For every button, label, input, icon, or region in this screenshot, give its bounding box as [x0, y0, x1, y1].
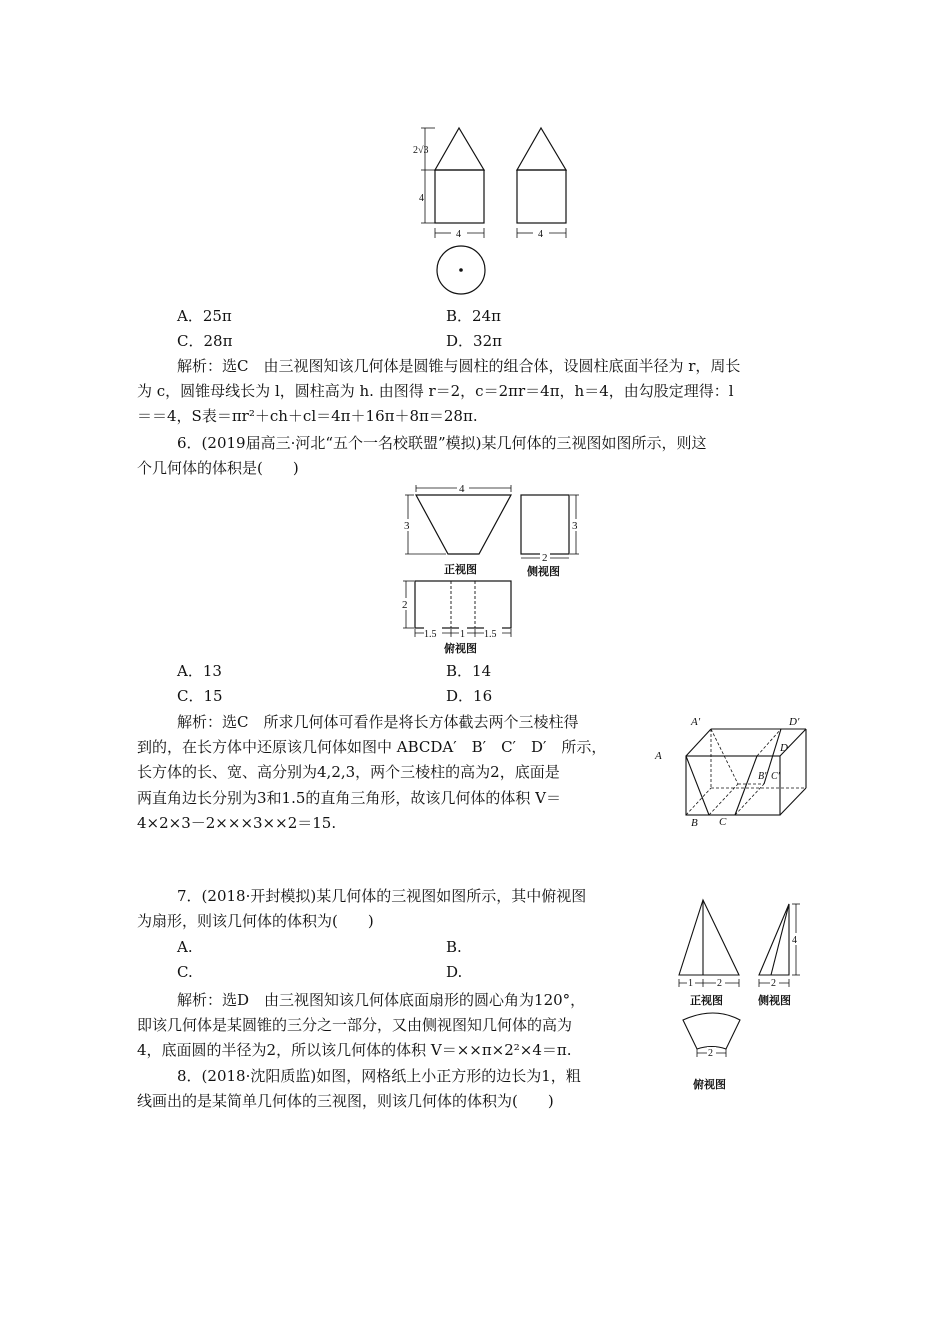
- label-d: D: [780, 742, 788, 754]
- dim-label-top: 2√3: [413, 145, 429, 156]
- q6-stem-line-1: 6．(2019届高三·河北“五个一名校联盟”模拟)某几何体的三视图如图所示，则这: [177, 434, 707, 452]
- q6-option-c: C．15: [177, 687, 223, 705]
- q6-dim-side-width: 2: [542, 552, 548, 564]
- q6-solution-line-4: 两直角边长分别为3和1.5的直角三角形，故该几何体的体积 V＝: [137, 789, 562, 807]
- q8-stem-line-1: 8．(2018·沈阳质监)如图，网格纸上小正方形的边长为1，粗: [177, 1067, 581, 1085]
- q5-solution-line-2: 为 c，圆锥母线长为 l，圆柱高为 h. 由图得 r＝2，c＝2πr＝4π，h＝4，由勾股定理得：l: [137, 382, 734, 400]
- q6-dim-front-height: 3: [404, 520, 410, 532]
- q7-dim-radius: 2: [708, 1048, 713, 1059]
- q7-solution-line-2: 即该几何体是某圆锥的三分之一部分，又由侧视图知几何体的高为: [137, 1016, 573, 1034]
- q6-option-b: B．14: [446, 662, 492, 680]
- q8-stem-line-2: 线画出的是某简单几何体的三视图，则该几何体的体积为( ): [137, 1092, 554, 1110]
- q5-option-d: D．32π: [446, 332, 502, 350]
- q6-top-view-caption: 俯视图: [444, 642, 477, 655]
- label-d-prime: D′: [789, 716, 800, 728]
- q7-dim-side-height: 4: [792, 935, 797, 946]
- q7-top-view-caption: 俯视图: [693, 1078, 726, 1091]
- q6-option-a: A．13: [177, 662, 222, 680]
- dim-label-left: 4: [419, 193, 424, 204]
- q6-solution-line-2: 到的，在长方体中还原该几何体如图中 ABCDA′ B′ C′ D′ 所示，: [137, 738, 607, 756]
- label-c-prime: C′: [771, 771, 780, 782]
- q6-cuboid-figure: [655, 712, 820, 827]
- q7-solution-line-3: 4，底面圆的半径为2，所以该几何体的体积 V＝××π×2²×4＝π.: [137, 1041, 572, 1059]
- q6-stem-line-2: 个几何体的体积是( ): [137, 459, 299, 477]
- q7-dim-front-seg-2: 2: [717, 978, 722, 989]
- q6-dim-side-height: 3: [572, 520, 578, 532]
- q7-stem-line-2: 为扇形，则该几何体的体积为( ): [137, 912, 374, 930]
- q6-solution-line-3: 长方体的长、宽、高分别为4,2,3，两个三棱柱的高为2，底面是: [137, 763, 560, 781]
- label-c: C: [719, 816, 727, 828]
- q5-option-b: B．24π: [446, 307, 501, 325]
- q6-dim-top-height: 2: [402, 599, 408, 611]
- q7-dim-side-width: 2: [771, 978, 776, 989]
- q7-side-view-caption: 侧视图: [758, 994, 791, 1007]
- q7-three-view-figure: [674, 898, 824, 1098]
- q6-dim-seg-1: 1.5: [424, 629, 437, 640]
- q5-solution-line-1: 解析：选C 由三视图知该几何体是圆锥与圆柱的组合体，设圆柱底面半径为 r，周长: [177, 357, 741, 375]
- q5-three-view-figure: [405, 120, 543, 300]
- q6-front-view-caption: 正视图: [444, 563, 477, 576]
- q7-front-view-caption: 正视图: [690, 994, 723, 1007]
- dim-label-front-bottom: 4: [456, 229, 461, 240]
- q5-option-a: A．25π: [177, 307, 232, 325]
- label-a: A: [655, 750, 662, 762]
- q7-option-d: D.: [446, 963, 463, 981]
- q6-solution-line-5: 4×2×3－2×××3××2＝15.: [137, 814, 337, 832]
- q5-solution-line-3: ＝＝4，S表＝πr²＋ch＋cl＝4π＋16π＋8π＝28π.: [137, 407, 478, 425]
- q7-solution-line-1: 解析：选D 由三视图知该几何体底面扇形的圆心角为120°，: [177, 991, 586, 1009]
- label-a-prime: A′: [691, 716, 701, 728]
- q7-dim-front-seg-1: 1: [688, 978, 693, 989]
- q6-side-view-caption: 侧视图: [527, 565, 560, 578]
- q5-option-c: C．28π: [177, 332, 233, 350]
- q6-dim-top-length: 4: [459, 483, 465, 495]
- q7-option-c: C.: [177, 963, 193, 981]
- dim-label-side-bottom: 4: [538, 229, 543, 240]
- q6-solution-line-1: 解析：选C 所求几何体可看作是将长方体截去两个三棱柱得: [177, 713, 579, 731]
- q7-option-a: A.: [177, 938, 193, 956]
- q7-option-b: B.: [446, 938, 462, 956]
- q6-option-d: D．16: [446, 687, 493, 705]
- q7-stem-line-1: 7．(2018·开封模拟)某几何体的三视图如图所示，其中俯视图: [177, 887, 587, 905]
- label-b-prime: B′: [758, 771, 767, 782]
- q6-dim-seg-2: 1: [460, 629, 465, 640]
- q6-dim-seg-3: 1.5: [484, 629, 497, 640]
- q6-three-view-figure: [400, 482, 590, 657]
- label-b: B: [691, 817, 698, 829]
